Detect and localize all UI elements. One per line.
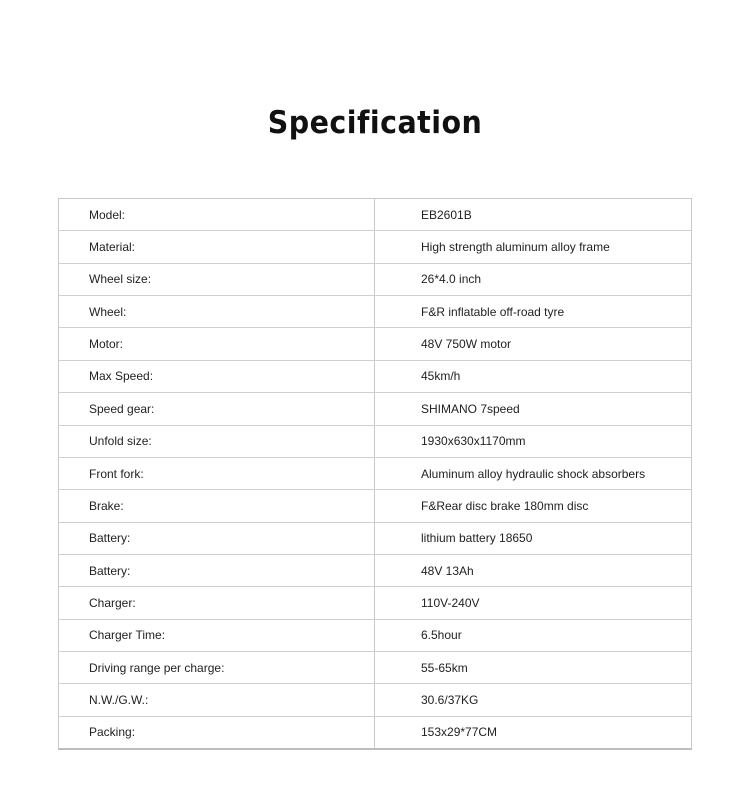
spec-label: Wheel: — [59, 296, 375, 327]
spec-row-material — [59, 230, 691, 262]
spec-value: 6.5hour — [421, 628, 462, 643]
spec-value: lithium battery 18650 — [421, 531, 533, 546]
spec-label: Driving range per charge: — [59, 652, 375, 683]
spec-value: EB2601B — [421, 207, 472, 222]
spec-label: Packing: — [59, 717, 375, 748]
spec-value: Aluminum alloy hydraulic shock absorbers — [421, 466, 646, 481]
spec-label: Model: — [59, 199, 375, 230]
spec-row-wheel-size — [59, 263, 691, 295]
spec-row-battery-capacity — [59, 554, 691, 586]
spec-value: 55-65km — [421, 660, 468, 675]
spec-row-packing — [59, 716, 691, 748]
spec-label: Battery: — [59, 523, 375, 554]
spec-row-model — [59, 199, 691, 230]
spec-row-battery-type — [59, 522, 691, 554]
page-title: Specification — [267, 105, 483, 141]
spec-label: Front fork: — [59, 458, 375, 489]
spec-row-charger-time — [59, 619, 691, 651]
spec-label: Battery: — [59, 555, 375, 586]
spec-row-driving-range — [59, 651, 691, 683]
spec-row-front-fork — [59, 457, 691, 489]
spec-row-brake — [59, 489, 691, 521]
spec-row-wheel — [59, 295, 691, 327]
spec-value: 26*4.0 inch — [421, 272, 482, 287]
spec-label: Material: — [59, 231, 375, 262]
spec-value: 110V-240V — [421, 595, 480, 610]
spec-row-unfold-size — [59, 425, 691, 457]
spec-value: F&Rear disc brake 180mm disc — [421, 498, 589, 513]
spec-label: Unfold size: — [59, 426, 375, 457]
spec-value: 45km/h — [421, 369, 461, 384]
spec-value: SHIMANO 7speed — [421, 401, 520, 416]
spec-label: Charger: — [59, 587, 375, 618]
spec-label: Speed gear: — [59, 393, 375, 424]
spec-row-max-speed — [59, 360, 691, 392]
spec-value: 30.6/37KG — [421, 693, 479, 708]
spec-label: N.W./G.W.: — [59, 684, 375, 715]
spec-row-charger — [59, 586, 691, 618]
spec-row-motor — [59, 327, 691, 359]
spec-label: Charger Time: — [59, 620, 375, 651]
spec-table — [58, 198, 692, 750]
spec-label: Brake: — [59, 490, 375, 521]
spec-label: Motor: — [59, 328, 375, 359]
spec-label: Wheel size: — [59, 264, 375, 295]
spec-value: 48V 750W motor — [421, 337, 512, 352]
spec-value: F&R inflatable off-road tyre — [421, 304, 565, 319]
spec-row-weight — [59, 683, 691, 715]
spec-value: 1930x630x1170mm — [421, 434, 526, 449]
spec-value: 48V 13Ah — [421, 563, 474, 578]
spec-value: High strength aluminum alloy frame — [421, 240, 610, 255]
spec-label: Max Speed: — [59, 361, 375, 392]
spec-value: 153x29*77CM — [421, 725, 498, 740]
spec-row-speed-gear — [59, 392, 691, 424]
